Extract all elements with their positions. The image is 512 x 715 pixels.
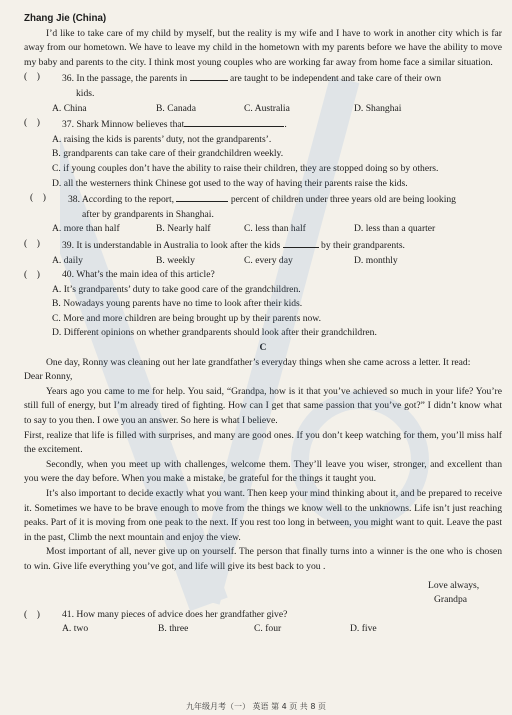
q39-blank[interactable]	[283, 237, 319, 248]
question-39	[24, 237, 502, 254]
q37-stem-b: .	[284, 119, 287, 131]
answer-slot-40[interactable]: ( )	[24, 269, 40, 281]
page-footer: 九年级月考（一） 英语 第 4 页 共 8 页	[186, 702, 326, 711]
letter-closing: Love always,	[428, 579, 480, 591]
question-36	[24, 70, 502, 101]
q41-option-d[interactable]: D. five	[350, 623, 377, 635]
q36-options	[24, 102, 502, 117]
answer-slot-39[interactable]: ( )	[24, 237, 40, 249]
letter-signature: Grandpa	[434, 594, 468, 606]
q36-option-b[interactable]: B. Canada	[156, 102, 196, 114]
q36-option-c[interactable]: C. Australia	[244, 102, 290, 114]
q37-option-c[interactable]: C. if young couples don’t have the ability to raise their children, they are stopped doing so by others.	[52, 162, 439, 174]
q40-option-d[interactable]: D. Different opinions on whether grandparents should look after their grandchildren.	[52, 327, 377, 339]
q39-options	[24, 254, 502, 269]
q38-blank[interactable]	[176, 191, 228, 202]
q41-option-b[interactable]: B. three	[158, 623, 189, 635]
letter-salutation: Dear Ronny,	[24, 371, 73, 383]
q38-option-d[interactable]: D. less than a quarter	[354, 223, 436, 235]
q40-option-b[interactable]: B. Nowadays young parents have no time to look after their kids.	[52, 298, 303, 310]
q38-stem-a: 38. According to the report,	[68, 194, 175, 206]
q40-stem: 40. What’s the main idea of this article?	[62, 269, 215, 281]
q41-option-a[interactable]: A. two	[62, 623, 89, 635]
passage-b-paragraph: I’d like to take care of my child by myself, but the reality is my wife and I have to work in another city which is far away from our hometown. We have to leave my child in the hometown with my parents before we have the ability to move my baby and parents to the city. I think most young couples who are working far away from home face a similar situation.	[24, 27, 502, 68]
q38-stem-c: after by grandparents in Shanghai.	[82, 208, 214, 220]
q41-stem: 41. How many pieces of advice does her grandfather give?	[62, 608, 288, 620]
answer-slot-37[interactable]: ( )	[24, 117, 40, 129]
q38-option-b[interactable]: B. Nearly half	[156, 223, 211, 235]
question-41	[24, 608, 502, 623]
answer-slot-41[interactable]: ( )	[24, 608, 40, 620]
q41-option-c[interactable]: C. four	[254, 623, 282, 635]
q39-option-b[interactable]: B. weekly	[156, 254, 195, 266]
q39-stem-b: by their grandparents.	[321, 239, 405, 251]
q38-stem-b: percent of children under three years old are being looking	[230, 194, 456, 206]
q36-option-a[interactable]: A. China	[52, 102, 87, 114]
letter-paragraph-5: Most important of all, never give up on yourself. The person that finally turns into a winner is the one who is chosen to win. Give life everything you’ve got, and life will give its best back to you .	[24, 546, 502, 572]
q37-option-a[interactable]: A. raising the kids is parents’ duty, not the grandparents’.	[52, 133, 272, 145]
q36-option-d[interactable]: D. Shanghai	[354, 102, 402, 114]
section-c-heading: C	[259, 342, 267, 354]
question-38	[24, 191, 502, 222]
q37-option-b[interactable]: B. grandparents can take care of their grandchildren weekly.	[52, 148, 284, 160]
q38-options	[24, 222, 502, 237]
q36-blank[interactable]	[190, 70, 228, 81]
q36-stem-a: 36. In the passage, the parents in	[62, 73, 188, 85]
q39-option-a[interactable]: A. daily	[52, 254, 83, 266]
section-c-intro: One day, Ronny was cleaning out her late grandfather’s everyday things when she came across a letter. It read:	[46, 356, 471, 368]
q39-option-c[interactable]: C. every day	[244, 254, 293, 266]
q36-stem-b: are taught to be independent and take care of their own	[230, 73, 442, 85]
q37-option-d[interactable]: D. all the westerners think Chinese got used to the way of having their parents raise the kids.	[52, 177, 408, 189]
q39-stem-a: 39. It is understandable in Australia to look after the kids	[62, 239, 281, 251]
answer-slot-36[interactable]: ( )	[24, 71, 40, 83]
q41-options	[24, 622, 502, 637]
q37-blank[interactable]	[184, 116, 284, 127]
question-37	[24, 116, 502, 133]
passage-author: Zhang Jie (China)	[24, 13, 107, 24]
q37-stem-a: 37. Shark Minnow believes that	[62, 119, 185, 131]
q40-option-a[interactable]: A. It’s grandparents’ duty to take good care of the grandchildren.	[52, 283, 301, 295]
letter-paragraph-3: Secondly, when you meet up with challenges, welcome them. They’ll leave you wiser, stronger, and excellent than you were the day before. When you make a mistake, be grateful for the things it taught you.	[24, 458, 502, 485]
letter-paragraph-1: Years ago you came to me for help. You said, “Grandpa, how is it that you’ve achieved so much in your life? You’re still full of energy, but I’m already tired of fighting. How can I get that same passion that you’ve got?” I didn’t know what to say to you then. I owe you an answer. So here is what I believe.	[24, 385, 502, 427]
question-40	[24, 268, 502, 283]
q39-option-d[interactable]: D. monthly	[354, 254, 398, 266]
q36-stem-c: kids.	[76, 87, 95, 99]
q38-option-c[interactable]: C. less than half	[244, 223, 306, 235]
q38-option-a[interactable]: A. more than half	[52, 223, 120, 235]
answer-slot-38[interactable]: ( )	[30, 192, 46, 204]
letter-paragraph-2: First, realize that life is filled with surprises, and many are good ones. If you don’t keep watching for them, you’ll miss half the excitement.	[24, 429, 502, 456]
letter-paragraph-4: It’s also important to decide exactly what you want. Then keep your mind thinking about it, and be prepared to receive it. Sometimes we have to be brave enough to move from the things we know well to the unknowns. Life isn’t just reaching peaks. Part of it is moving from one peak to the next. If you rest too long in between, you might want to quit. Leave the past in the past, Climb the next mountain and enjoy the view.	[24, 488, 502, 543]
q40-option-c[interactable]: C. More and more children are being brought up by their parents now.	[52, 312, 321, 324]
